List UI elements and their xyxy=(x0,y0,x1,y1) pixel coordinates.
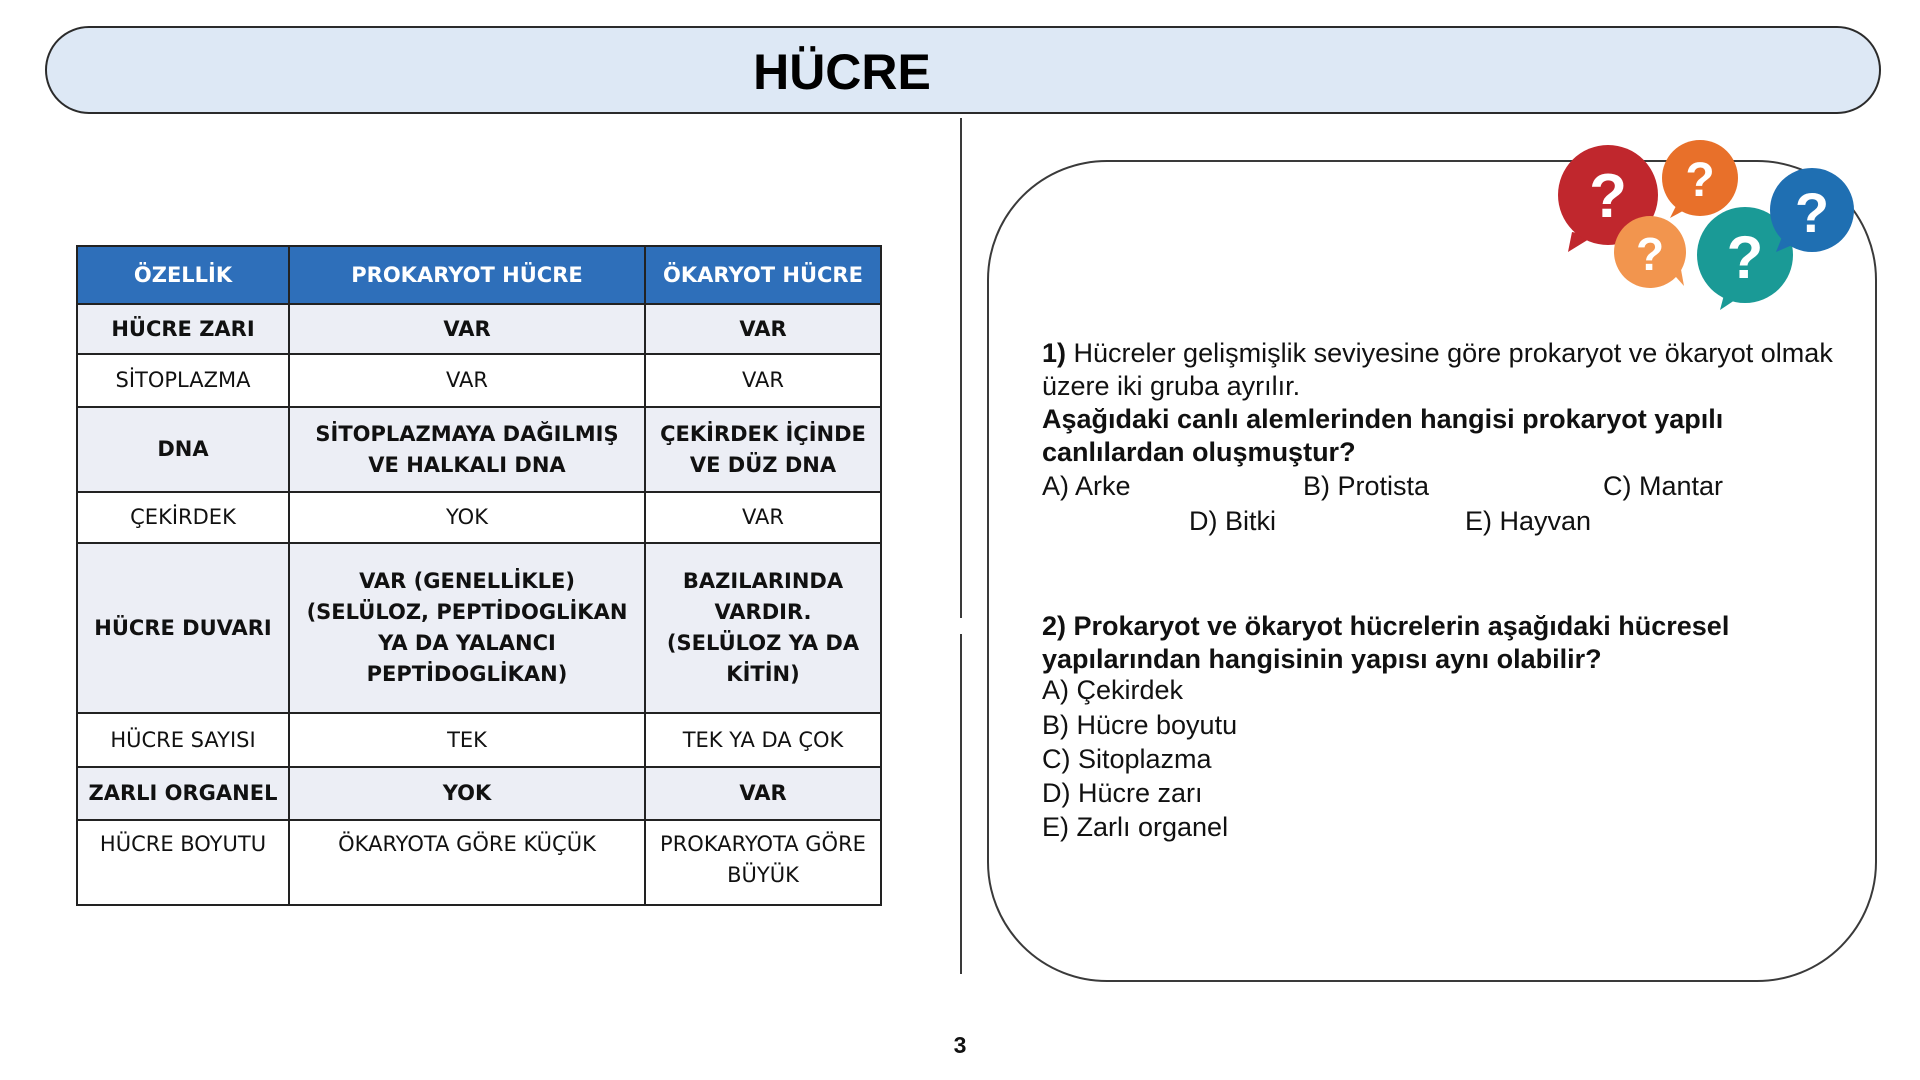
row-feature: ZARLI ORGANEL xyxy=(77,767,289,820)
row-prokaryote: VAR xyxy=(289,304,645,354)
title-banner xyxy=(45,26,1881,114)
table-header-row xyxy=(77,246,881,304)
q2-option-b[interactable]: B) Hücre boyutu xyxy=(1042,710,1238,740)
row-feature: SİTOPLAZMA xyxy=(77,354,289,407)
blue-bubble-icon xyxy=(1770,168,1854,252)
table-row xyxy=(77,713,881,767)
header-feature: ÖZELLİK xyxy=(77,246,289,304)
q1-option-a[interactable]: A) Arke xyxy=(1042,471,1131,501)
q2-option-d[interactable]: D) Hücre zarı xyxy=(1042,778,1203,808)
row-feature: HÜCRE BOYUTU xyxy=(77,820,289,905)
orange-bubble-icon xyxy=(1662,140,1738,218)
svg-text:?: ? xyxy=(1726,224,1764,291)
row-feature: DNA xyxy=(77,407,289,492)
question-1-text: Aşağıdaki canlı alemlerinden hangisi prokaryot yapılı canlılardan oluşmuştur? xyxy=(1042,404,1724,467)
row-feature: HÜCRE ZARI xyxy=(77,304,289,354)
row-eukaryote: VAR xyxy=(645,354,881,407)
row-eukaryote: VAR xyxy=(645,492,881,543)
row-feature: HÜCRE SAYISI xyxy=(77,713,289,767)
row-eukaryote: VAR xyxy=(645,304,881,354)
row-prokaryote: YOK xyxy=(289,767,645,820)
row-prokaryote: VAR (GENELLİKLE) (SELÜLOZ, PEPTİDOGLİKAN YA DA YALANCI PEPTİDOGLİKAN) xyxy=(289,543,645,713)
question-1 xyxy=(1042,337,1842,469)
row-feature: HÜCRE DUVARI xyxy=(77,543,289,713)
table-row xyxy=(77,304,881,354)
question-bubbles-icon xyxy=(1550,140,1860,320)
table-row xyxy=(77,492,881,543)
column-divider-bottom xyxy=(960,634,962,974)
cell-comparison-table xyxy=(76,245,882,906)
page-number: 3 xyxy=(953,1032,967,1058)
q1-option-e[interactable]: E) Hayvan xyxy=(1465,506,1592,536)
question-2-text: Prokaryot ve ökaryot hücrelerin aşağıdaki hücresel yapılarından hangisinin yapısı aynı olabilir? xyxy=(1042,611,1730,674)
q2-option-c[interactable]: C) Sitoplazma xyxy=(1042,744,1212,774)
question-2-number: 2) xyxy=(1042,611,1067,641)
row-eukaryote: ÇEKİRDEK İÇİNDE VE DÜZ DNA xyxy=(645,407,881,492)
row-eukaryote: BAZILARINDA VARDIR. (SELÜLOZ YA DA KİTİN) xyxy=(645,543,881,713)
row-feature: ÇEKİRDEK xyxy=(77,492,289,543)
table-row xyxy=(77,354,881,407)
svg-text:?: ? xyxy=(1685,154,1715,207)
svg-text:?: ? xyxy=(1589,162,1627,231)
page-title: HÜCRE xyxy=(753,44,931,100)
row-prokaryote: YOK xyxy=(289,492,645,543)
header-prokaryote: PROKARYOT HÜCRE xyxy=(289,246,645,304)
table-row xyxy=(77,820,881,905)
table-row xyxy=(77,407,881,492)
svg-text:?: ? xyxy=(1635,228,1665,280)
q2-option-a[interactable]: A) Çekirdek xyxy=(1042,675,1184,705)
light-orange-bubble-icon xyxy=(1614,216,1686,288)
question-1-number: 1) xyxy=(1042,338,1067,368)
table-row xyxy=(77,767,881,820)
row-prokaryote: VAR xyxy=(289,354,645,407)
question-1-intro: Hücreler gelişmişlik seviyesine göre prokaryot ve ökaryot olmak üzere iki gruba ayrılır. xyxy=(1042,338,1833,401)
table-row xyxy=(77,543,881,713)
q1-option-d[interactable]: D) Bitki xyxy=(1189,506,1276,536)
q2-option-e[interactable]: E) Zarlı organel xyxy=(1042,812,1229,842)
q1-option-c[interactable]: C) Mantar xyxy=(1603,471,1724,501)
row-prokaryote: SİTOPLAZMAYA DAĞILMIŞ VE HALKALI DNA xyxy=(289,407,645,492)
row-prokaryote: ÖKARYOTA GÖRE KÜÇÜK xyxy=(289,820,645,905)
row-prokaryote: TEK xyxy=(289,713,645,767)
q1-option-b[interactable]: B) Protista xyxy=(1303,471,1430,501)
row-eukaryote: VAR xyxy=(645,767,881,820)
svg-text:?: ? xyxy=(1794,181,1830,244)
row-eukaryote: TEK YA DA ÇOK xyxy=(645,713,881,767)
question-2 xyxy=(1042,610,1842,676)
row-eukaryote: PROKARYOTA GÖRE BÜYÜK xyxy=(645,820,881,905)
column-divider-top xyxy=(960,118,962,618)
header-eukaryote: ÖKARYOT HÜCRE xyxy=(645,246,881,304)
